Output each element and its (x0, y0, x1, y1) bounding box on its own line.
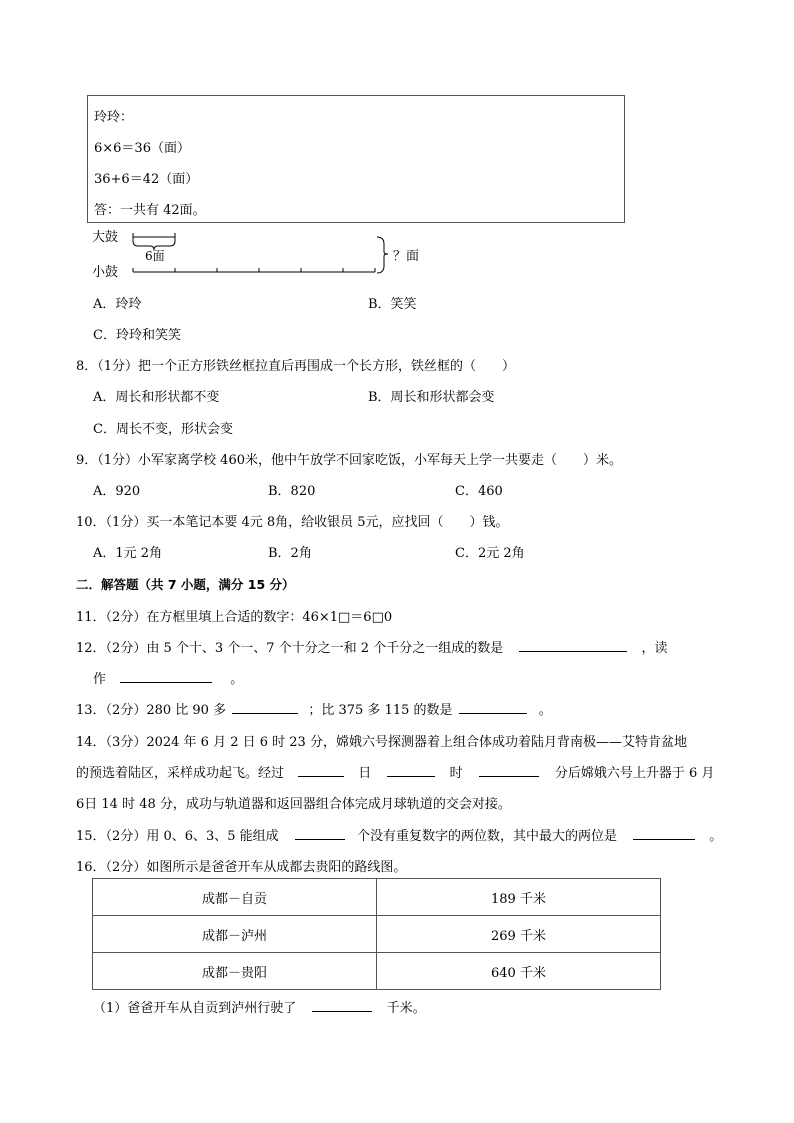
table-row (93, 879, 661, 916)
q14-line-2 (76, 762, 714, 781)
q8-stem: 8．（1分）把一个正方形铁丝框拉直后再围成一个长方形，铁丝框的（ ） (76, 359, 516, 374)
small-drum-label: 小鼓 (92, 265, 119, 280)
q12-text-4: 。 (230, 672, 244, 687)
q9-option-a[interactable]: A．920 (93, 484, 141, 499)
q10-stem: 10．（1分）买一本笔记本要 4元 8角，给收银员 5元，应找回（ ）钱。 (76, 515, 509, 530)
q14-answer-hours[interactable] (387, 762, 435, 777)
q16-sub1-text-a: （1）爸爸开车从自贡到泸州行驶了 (93, 1001, 297, 1016)
table-cell-distance: 189 千米 (377, 879, 661, 916)
table-cell-distance: 640 千米 (377, 953, 661, 990)
small-drum-ticks (133, 268, 375, 272)
diff-label: 6面 (145, 249, 165, 263)
q7-option-c[interactable]: C．玲玲和笑笑 (93, 328, 181, 343)
q15-text-2: 个没有重复数字的两位数，其中最大的两位是 (356, 829, 617, 844)
q15-text-3: 。 (709, 829, 723, 844)
q14-text-b: 日 (358, 766, 372, 781)
q13-answer-1[interactable] (232, 699, 298, 714)
q16-sub1-text-b: 千米。 (386, 1001, 426, 1016)
table-cell-route: 成都－贵阳 (93, 953, 377, 990)
q14-text-d: 分后嫦娥六号上升器于 6 月 (554, 766, 715, 781)
q9-stem: 9．（1分）小军家离学校 460米，他中午放学不回家吃饭，小军每天上学一共要走（ ）米。 (76, 453, 622, 468)
q10-option-a[interactable]: A．1元 2角 (93, 546, 163, 561)
table-row (93, 953, 661, 990)
q11-text: 11．（2分）在方框里填上合适的数字：46×1□＝6□0 (76, 610, 393, 625)
q7-option-b[interactable]: B．笑笑 (368, 297, 417, 312)
q14-answer-days[interactable] (298, 762, 344, 777)
table-cell-distance: 269 千米 (377, 916, 661, 953)
box-line-3: 36+6＝42（面） (94, 172, 199, 187)
q15-answer-count[interactable] (295, 825, 345, 840)
total-label: ？面 (393, 249, 420, 264)
q13-text-1: 13．（2分）280 比 90 多 (76, 703, 227, 718)
q7-option-a[interactable]: A．玲玲 (93, 297, 142, 312)
q16-sub-1 (93, 997, 426, 1016)
q13-text-2: ；比 375 多 115 的数是 (308, 703, 453, 718)
q14-text-c: 时 (449, 766, 463, 781)
q13-line (76, 699, 552, 718)
q9-option-c[interactable]: C．460 (455, 484, 503, 499)
q12-line-1 (76, 637, 668, 656)
box-line-2: 6×6＝36（面） (94, 141, 190, 156)
q12-text-1: 12．（2分）由 5 个十、3 个一、7 个十分之一和 2 个千分之一组成的数是 (76, 641, 504, 656)
q8-option-a[interactable]: A．周长和形状都不变 (93, 390, 220, 405)
big-drum-label: 大鼓 (92, 230, 119, 245)
q14-line-1: 14．（3分）2024 年 6 月 2 日 6 时 23 分，嫦娥六号探测器着上组合体成功着陆月背南极——艾特肯盆地 (76, 735, 687, 750)
q8-option-b[interactable]: B．周长和形状都会变 (368, 390, 495, 405)
q14-answer-minutes[interactable] (479, 762, 539, 777)
table-row (93, 916, 661, 953)
q12-answer-reading[interactable] (120, 668, 212, 683)
route-table (92, 878, 661, 990)
q10-option-b[interactable]: B．2角 (268, 546, 312, 561)
q15-line (76, 825, 722, 844)
q13-text-3: 。 (538, 703, 552, 718)
q16-stem: 16．（2分）如图所示是爸爸开车从成都去贵阳的路线图。 (76, 860, 407, 875)
q13-answer-2[interactable] (459, 699, 527, 714)
q14-line-3: 6日 14 时 48 分，成功与轨道器和返回器组合体完成月球轨道的交会对接。 (76, 797, 511, 812)
box-line-1: 玲玲： (94, 110, 134, 125)
section-heading: 二．解答题（共 7 小题，满分 15 分） (76, 577, 295, 592)
total-brace (377, 237, 388, 273)
q12-line-2 (93, 668, 243, 687)
q12-text-3: 作 (93, 672, 107, 687)
answer-box-lingling (87, 95, 625, 223)
q15-text-1: 15．（2分）用 0、6、3、5 能组成 (76, 829, 279, 844)
box-line-4: 答：一共有 42面。 (94, 203, 206, 218)
table-cell-route: 成都－自贡 (93, 879, 377, 916)
table-cell-route: 成都－泸州 (93, 916, 377, 953)
q9-option-b[interactable]: B．820 (268, 484, 316, 499)
q12-text-2: ，读 (641, 641, 668, 656)
q16-answer-distance[interactable] (312, 997, 372, 1012)
q12-answer-number[interactable] (519, 637, 627, 652)
q14-text-a: 的预选着陆区，采样成功起飞。经过 (76, 766, 285, 781)
drum-diagram (90, 226, 450, 282)
q8-option-c[interactable]: C．周长不变，形状会变 (93, 422, 233, 437)
q15-answer-largest[interactable] (633, 825, 695, 840)
q10-option-c[interactable]: C．2元 2角 (455, 546, 525, 561)
